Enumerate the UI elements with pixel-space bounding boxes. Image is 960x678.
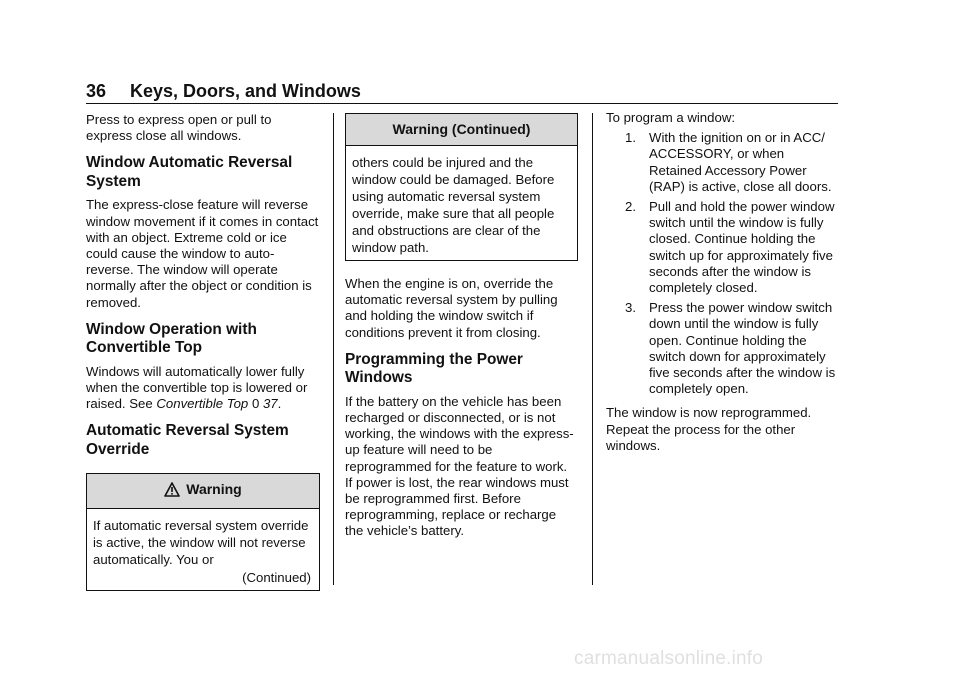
warning-continued-box <box>345 113 578 261</box>
step-number: 1. <box>625 130 636 146</box>
list-item <box>606 300 838 397</box>
column-left <box>86 112 320 591</box>
step-number: 3. <box>625 300 636 316</box>
convertible-paragraph <box>86 364 320 413</box>
override-paragraph: When the engine is on, override the automatic reversal system by pulling and holding the window switch if conditions prevent it from closing. <box>345 276 558 340</box>
intro-text: Press to express open or pull to express close all windows. <box>86 112 272 144</box>
heading-override: Automatic Reversal System Override <box>86 422 289 458</box>
list-item <box>606 199 838 296</box>
column-middle <box>345 113 578 547</box>
section-title: Keys, Doors, and Windows <box>130 81 361 101</box>
reversal-paragraph: The express-close feature will reverse window movement if it comes in contact with an object. Extreme cold or ice could cause the window to auto-reverse. The window will operate normally after the object or condition is removed. <box>86 197 319 310</box>
program-outro: The window is now reprogrammed. Repeat the process for the other windows. <box>606 405 812 453</box>
watermark: carmanualsonline.info <box>574 648 764 669</box>
column-divider <box>333 113 334 585</box>
step-number: 2. <box>625 199 636 215</box>
convertible-text: Windows will automatically lower fully when the convertible top is lowered or raised. See <box>86 363 308 412</box>
convertible-end: . <box>277 396 282 412</box>
warning-header <box>87 474 319 509</box>
list-item <box>606 130 838 195</box>
step-text: Press the power window switch down until the window is fully open. Continue holding the switch down for approximately five seconds after the window is completely open. <box>649 300 836 397</box>
warning-box <box>86 473 320 591</box>
page-ref-arrow-icon: 0 <box>251 396 260 412</box>
convertible-top-link[interactable]: Convertible Top <box>156 396 249 412</box>
program-steps-list <box>606 130 838 397</box>
header-rule <box>86 103 838 104</box>
page-ref-number[interactable]: 37 <box>262 396 278 412</box>
heading-programming-power-windows: Programming the Power Windows <box>345 350 523 387</box>
warning-continued: (Continued) <box>242 570 311 586</box>
warning-body <box>87 509 319 590</box>
column-divider <box>592 113 593 585</box>
heading-convertible-top: Window Operation with Convertible Top <box>86 320 257 357</box>
step-text: With the ignition on or in ACC/ ACCESSORY, or when Retained Accessory Power (RAP) is active, close all doors. <box>649 130 832 194</box>
warning-title: Warning <box>186 481 242 498</box>
page-title <box>86 80 838 102</box>
heading-window-automatic-reversal: Window Automatic Reversal System <box>86 154 293 190</box>
program-intro: To program a window: <box>606 110 736 125</box>
page-number: 36 <box>86 81 107 101</box>
warning-text: If automatic reversal system override is active, the window will not reverse automatically. You or <box>93 518 309 568</box>
warning-continued-header: Warning (Continued) <box>346 114 577 146</box>
step-text: Pull and hold the power window switch until the window is fully closed. Continue holding the switch up for approximately five seconds after the window is completely closed. <box>649 199 835 296</box>
page-header <box>86 80 838 102</box>
warning-triangle-icon <box>164 482 180 501</box>
warning-continued-body: others could be injured and the window could be damaged. Before using automatic reversal system override, make sure that all people and obstructions are clear of the window path. <box>352 155 555 255</box>
programming-paragraph: If the battery on the vehicle has been recharged or disconnected, or is not working, the windows with the express-up feature will need to be reprogrammed for the feature to work. If power is lost, the rear windows must be reprogrammed first. Before reprogramming, replace or recharge the vehicle’s battery. <box>345 393 574 539</box>
column-right <box>606 110 838 461</box>
